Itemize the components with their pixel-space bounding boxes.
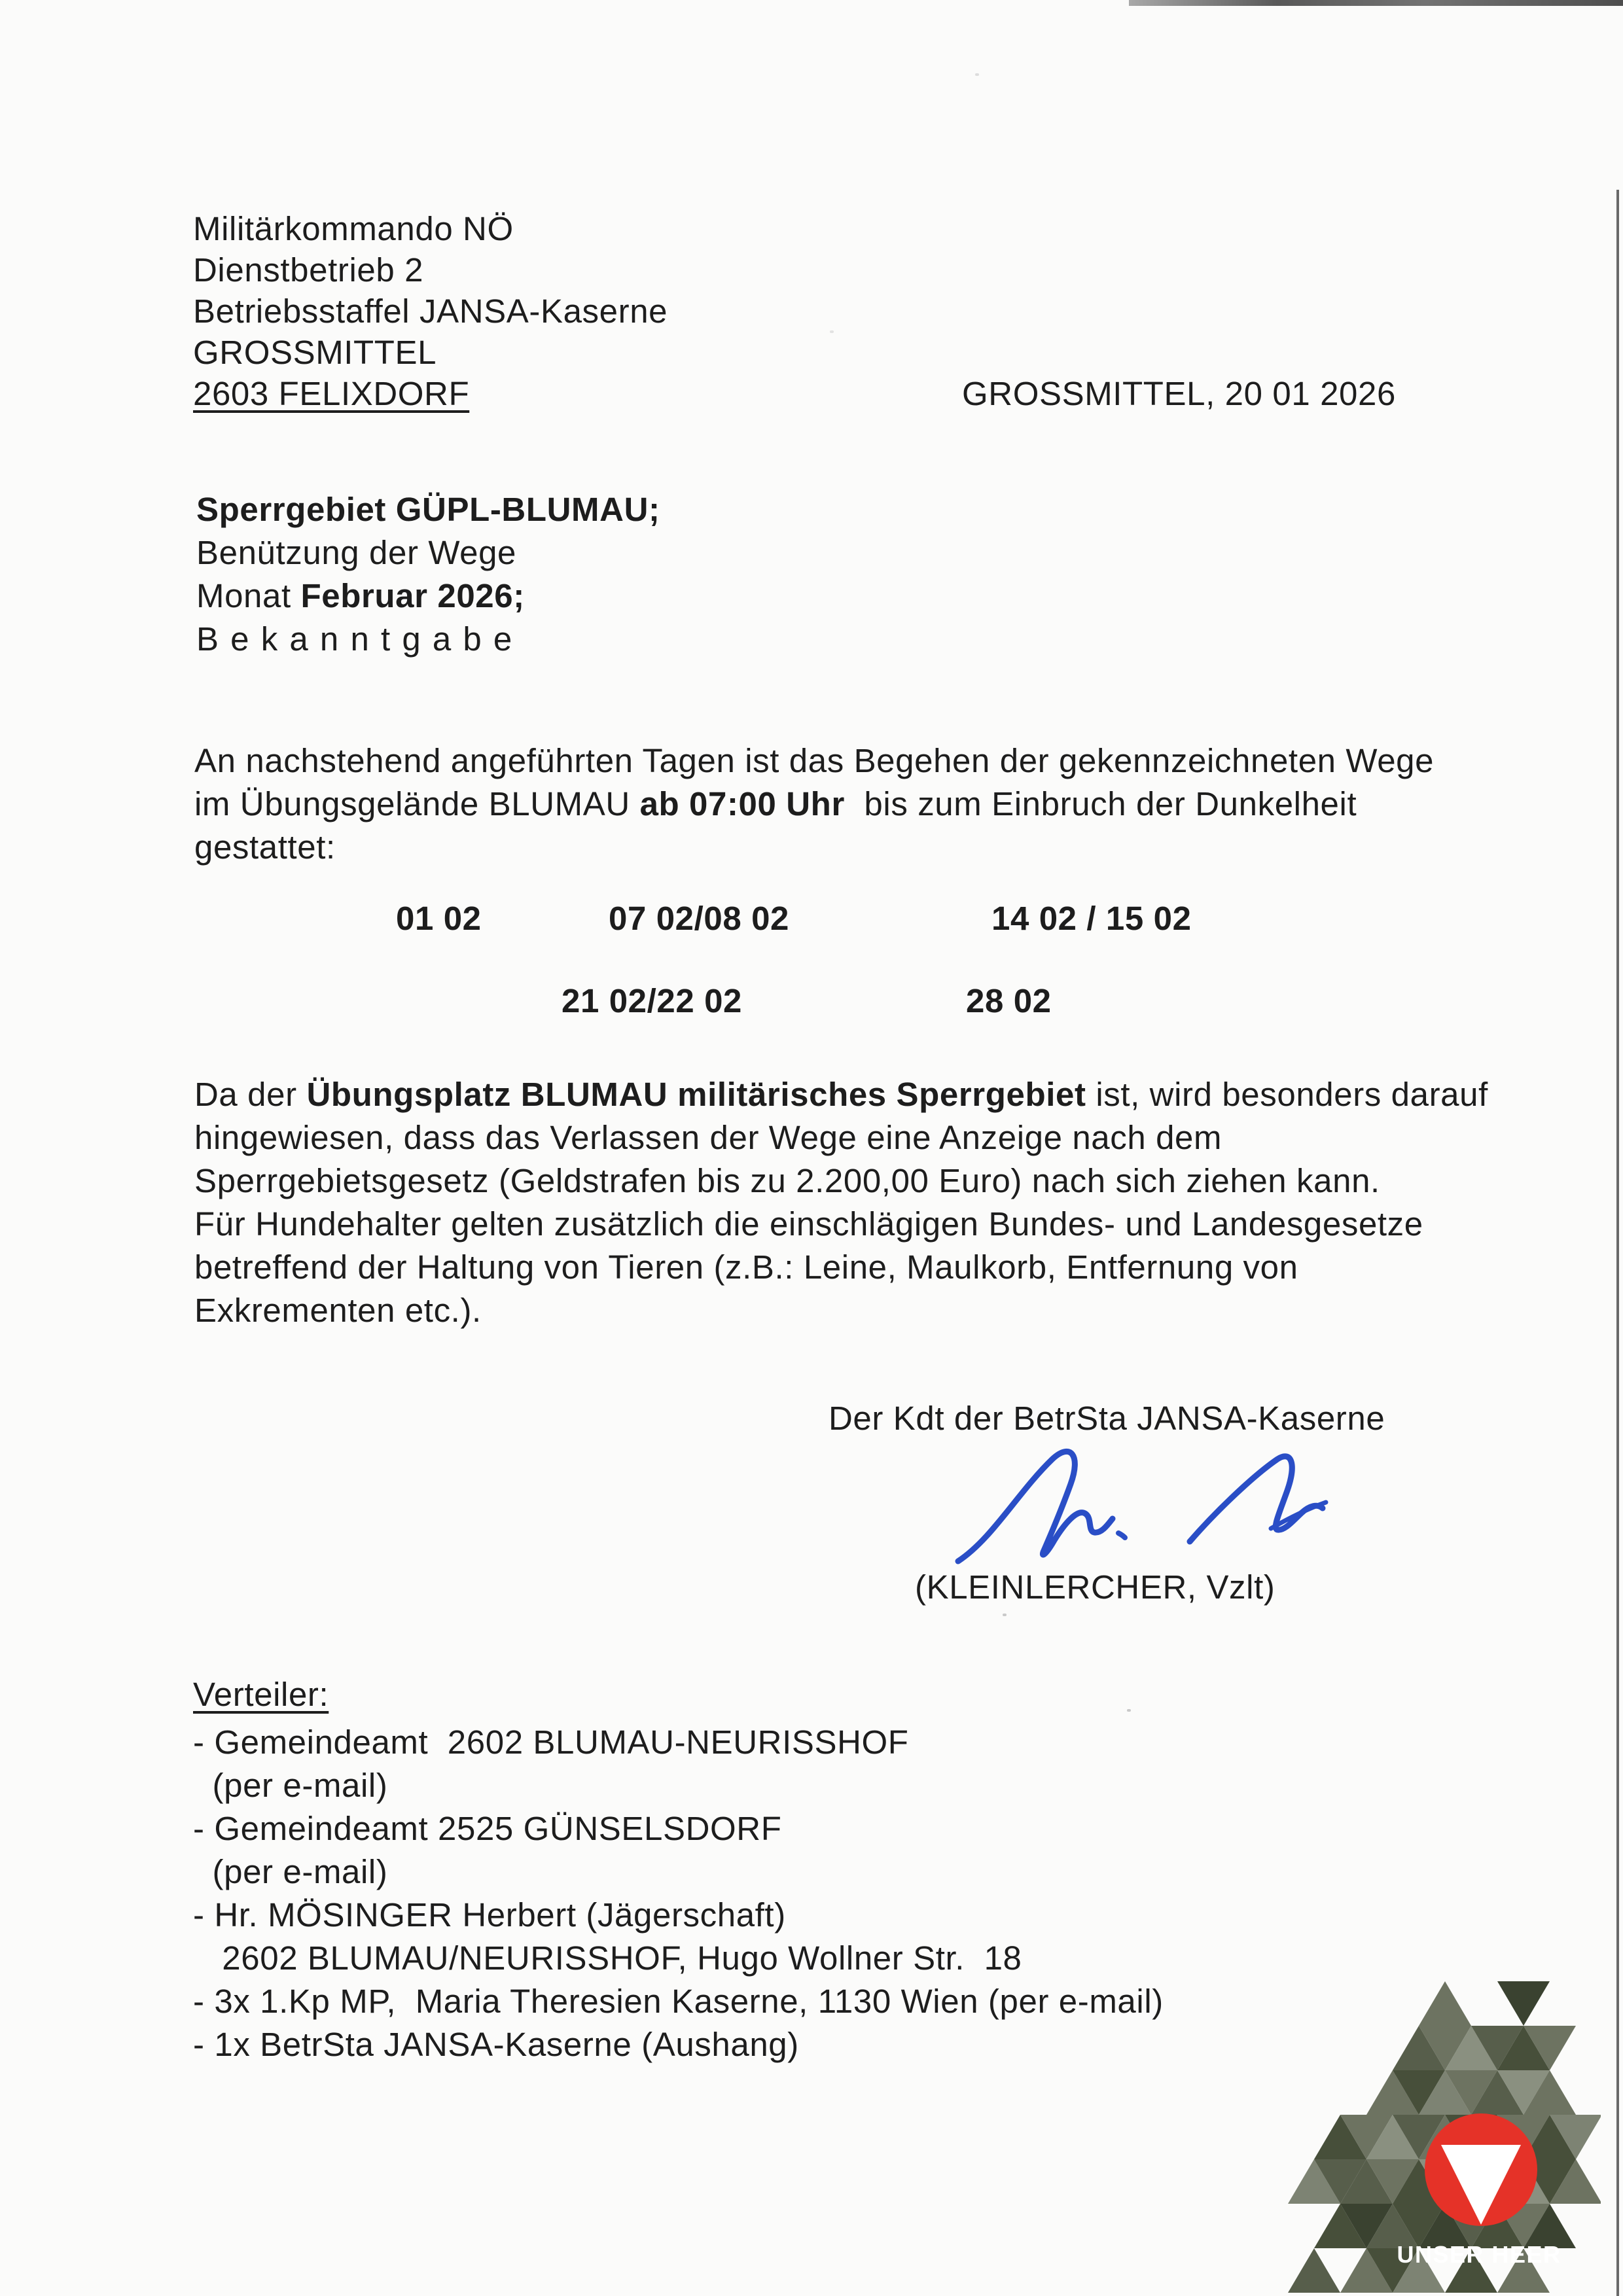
verteiler-item: - Hr. MÖSINGER Herbert (Jägerschaft) (193, 1896, 786, 1934)
verteiler-list (193, 1721, 1164, 2066)
sender-line: Dienstbetrieb 2 (193, 251, 424, 289)
verteiler-item: (per e-mail) (193, 1853, 388, 1890)
sender-line: Militärkommando NÖ (193, 210, 514, 247)
scan-speck (830, 330, 834, 333)
date-token: 07 02/08 02 (609, 900, 790, 937)
paragraph-legal: Da der Übungsplatz BLUMAU militärisches Sperrgebiet ist, wird besonders darauf hingewiesen, dass das Verlassen der Wege eine Anzeige nach dem Sperrgebietsgesetz (Geldstrafen bis zu 2.200,00 Euro) nach sich ziehen kann. Für Hundehalter gelten zusätzlich die einschlägigen Bundes- und Landesgesetze betreffend der Haltung von Tieren (z.B.: Leine, Maulkorb, Entfernung von Exkrementen etc.). (194, 1076, 1488, 1329)
signature-name: (KLEINLERCHER, Vzlt) (915, 1568, 1275, 1606)
scan-speck (975, 73, 979, 76)
date-token: 01 02 (396, 900, 482, 937)
date-token: 21 02/22 02 (562, 982, 743, 1019)
verteiler-item: - Gemeindeamt 2525 GÜNSELSDORF (193, 1810, 782, 1847)
place-date-line: GROSSMITTEL, 20 01 2026 (962, 375, 1396, 412)
signature-title: Der Kdt der BetrSta JANSA-Kaserne (829, 1400, 1385, 1437)
verteiler-heading: Verteiler: (193, 1676, 329, 1713)
subject-line-3: Monat Februar 2026; (196, 577, 525, 614)
scan-speck (1003, 1614, 1007, 1616)
subject-line-4: B e k a n n t g a b e (196, 620, 514, 658)
sender-line: GROSSMITTEL (193, 334, 437, 371)
subject-line-2: Benützung der Wege (196, 534, 517, 571)
paragraph-intro: An nachstehend angeführten Tagen ist das Begehen der gekennzeichneten Wege im Übungsgelände BLUMAU ab 07:00 Uhr bis zum Einbruch der Dunkelheit gestattet: (194, 742, 1435, 866)
verteiler-item: 2602 BLUMAU/NEURISSHOF, Hugo Wollner Str. 18 (193, 1939, 1022, 1977)
subject-block (196, 488, 660, 661)
unser-heer-logo (1288, 1981, 1601, 2294)
mosaic-triangle (1497, 1981, 1550, 2026)
mosaic-triangle (1419, 1981, 1471, 2026)
verteiler-item: (per e-mail) (193, 1767, 388, 1804)
scan-speck (1127, 1709, 1131, 1712)
logo-label: UNSER HEER (1397, 2241, 1561, 2268)
date-token: 28 02 (966, 982, 1052, 1019)
verteiler-item: - Gemeindeamt 2602 BLUMAU-NEURISSHOF (193, 1723, 909, 1761)
verteiler-item: - 3x 1.Kp MP, Maria Theresien Kaserne, 1130 Wien (per e-mail) (193, 1983, 1164, 2020)
verteiler-item: - 1x BetrSta JANSA-Kaserne (Aushang) (193, 2026, 799, 2063)
scan-artifact-right-edge (1616, 190, 1619, 2296)
scan-artifact-top-streak (1129, 0, 1623, 6)
subject-line-1: Sperrgebiet GÜPL-BLUMAU; (196, 491, 660, 528)
mosaic-triangle (1288, 2248, 1340, 2293)
sender-postal-line: 2603 FELIXDORF (193, 375, 470, 412)
sender-line: Betriebsstaffel JANSA-Kaserne (193, 292, 668, 330)
sender-address-block (193, 208, 668, 414)
date-token: 14 02 / 15 02 (991, 900, 1192, 937)
